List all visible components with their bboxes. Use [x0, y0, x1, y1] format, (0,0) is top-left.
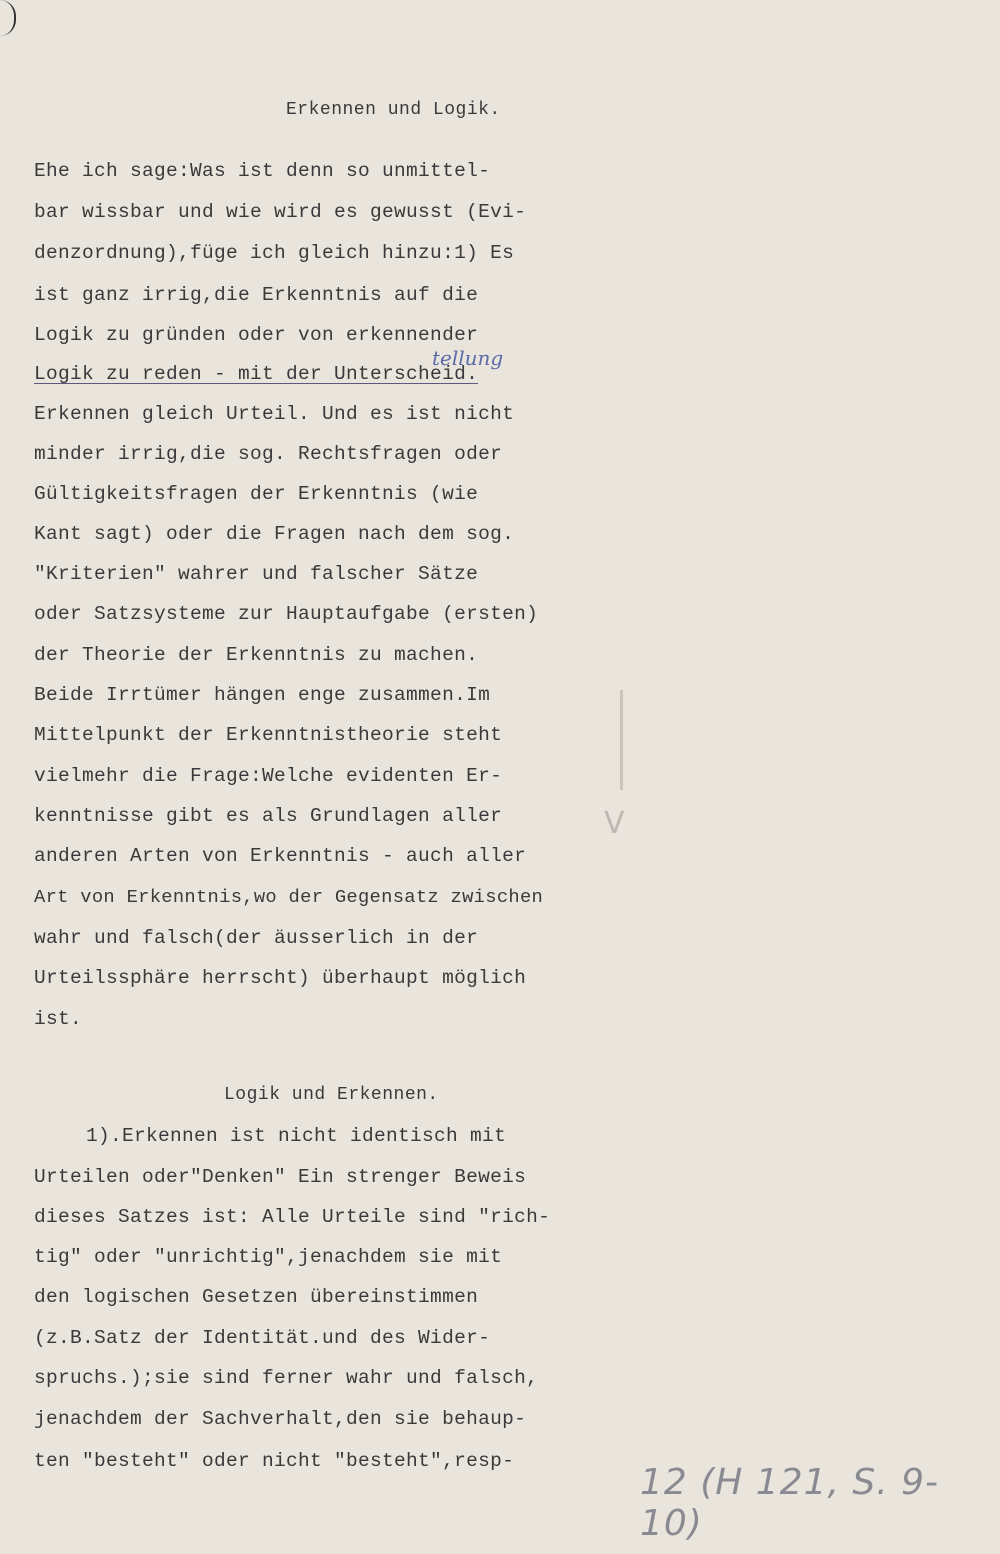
- page-edge-mark: [0, 0, 16, 36]
- pencil-margin-line: [620, 690, 623, 790]
- text-line: spruchs.);sie sind ferner wahr und falsch,: [34, 1367, 539, 1389]
- text-line: Ehe ich sage:Was ist denn so unmittel-: [34, 160, 491, 182]
- text-line: "Kriterien" wahrer und falscher Sätze: [34, 563, 479, 585]
- text-line: Beide Irrtümer hängen enge zusammen.Im: [34, 684, 491, 706]
- text-line: Gültigkeitsfragen der Erkenntnis (wie: [34, 483, 479, 505]
- text-line: kenntnisse gibt es als Grundlagen aller: [34, 805, 503, 827]
- text-line: anderen Arten von Erkenntnis - auch aller: [34, 845, 527, 867]
- heading-2: Logik und Erkennen.: [224, 1085, 439, 1105]
- text-line: der Theorie der Erkenntnis zu machen.: [34, 644, 479, 666]
- text-line: vielmehr die Frage:Welche evidenten Er-: [34, 765, 503, 787]
- text-line: jenachdem der Sachverhalt,den sie behaup-: [34, 1408, 527, 1430]
- text-line: (z.B.Satz der Identität.und des Wider-: [34, 1327, 491, 1349]
- text-line: ist.: [34, 1008, 83, 1030]
- text-line: 1).Erkennen ist nicht identisch mit: [86, 1125, 507, 1147]
- text-line: Mittelpunkt der Erkenntnistheorie steht: [34, 724, 503, 746]
- heading-1: Erkennen und Logik.: [286, 100, 501, 120]
- text-line: Logik zu reden - mit der Unterscheid.: [34, 363, 479, 385]
- text-line: ist ganz irrig,die Erkenntnis auf die: [34, 284, 479, 306]
- text-line: wahr und falsch(der äusserlich in der: [34, 927, 479, 949]
- text-line: Urteilen oder"Denken" Ein strenger Beweis: [34, 1166, 527, 1188]
- text-line: Art von Erkenntnis,wo der Gegensatz zwischen: [34, 886, 544, 908]
- text-line: Erkennen gleich Urteil. Und es ist nicht: [34, 403, 515, 425]
- text-line: oder Satzsysteme zur Hauptaufgabe (ersten): [34, 603, 539, 625]
- text-line: Kant sagt) oder die Fragen nach dem sog.: [34, 523, 515, 545]
- handwritten-correction: tellung: [432, 346, 504, 370]
- archive-pencil-annotation: 12 (H 121, S. 9-10): [640, 1462, 940, 1544]
- text-line: dieses Satzes ist: Alle Urteile sind "rich-: [34, 1206, 551, 1228]
- text-line: minder irrig,die sog. Rechtsfragen oder: [34, 443, 503, 465]
- text-line: tig" oder "unrichtig",jenachdem sie mit: [34, 1246, 503, 1268]
- text-line: Logik zu gründen oder von erkennender: [34, 324, 479, 346]
- text-line: bar wissbar und wie wird es gewusst (Evi-: [34, 201, 527, 223]
- pencil-check-mark: V: [604, 806, 625, 841]
- text-line: denzordnung),füge ich gleich hinzu:1) Es: [34, 242, 515, 264]
- text-line: ten "besteht" oder nicht "besteht",resp-: [34, 1450, 515, 1472]
- text-line: Urteilssphäre herrscht) überhaupt möglich: [34, 967, 527, 989]
- text-line: den logischen Gesetzen übereinstimmen: [34, 1286, 479, 1308]
